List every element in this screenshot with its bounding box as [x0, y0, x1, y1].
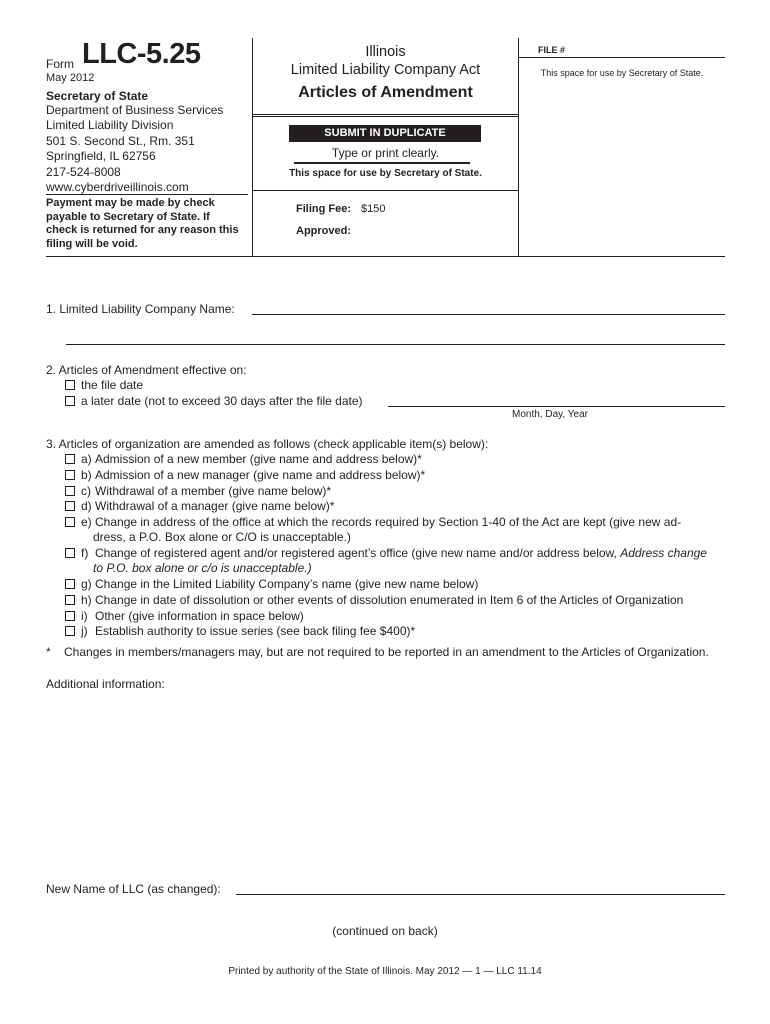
payment-line: filing will be void.: [46, 237, 138, 250]
checkbox[interactable]: [65, 501, 75, 511]
option-text: Withdrawal of a manager (give name below)*: [95, 499, 335, 513]
option-e-continued: dress, a P.O. Box alone or C/O is unacceptable.): [93, 530, 351, 544]
option-g[interactable]: [65, 577, 478, 592]
sos-space-center: This space for use by Secretary of State.: [289, 168, 482, 179]
checkbox[interactable]: [65, 611, 75, 621]
filing-fee-value: $150: [361, 203, 386, 215]
new-name-label: New Name of LLC (as changed):: [46, 882, 221, 896]
option-text: Change in address of the office at which the records required by Section 1-40 of the Act are kept (give new ad-: [95, 515, 682, 529]
act-name: Limited Liability Company Act: [290, 62, 481, 78]
office-line: 217-524-8008: [46, 164, 121, 179]
center-thick-rule: [294, 162, 470, 164]
state-name: Illinois: [365, 44, 406, 60]
option-i[interactable]: [65, 609, 304, 624]
office-line: Springfield, IL 62756: [46, 149, 156, 164]
option-j[interactable]: [65, 624, 415, 639]
later-date-field[interactable]: [388, 406, 725, 407]
checkbox[interactable]: [65, 626, 75, 636]
filing-fee-label: Filing Fee:: [296, 203, 351, 215]
effective-date-label: 2. Articles of Amendment effective on:: [46, 363, 247, 377]
checkbox[interactable]: [65, 396, 75, 406]
option-text: Change in the Limited Liability Company’s name (give new name below): [95, 577, 479, 591]
llc-name-field-line2[interactable]: [66, 344, 725, 345]
office-line: 501 S. Second St., Rm. 351: [46, 133, 195, 148]
option-text: Other (give information in space below): [95, 609, 304, 623]
payment-line: check is returned for any reason this: [46, 224, 239, 237]
option-letter: c): [81, 484, 91, 498]
form-label: Form: [46, 57, 74, 71]
approved-label: Approved:: [296, 225, 351, 237]
office-title: Secretary of State: [46, 89, 149, 103]
option-c[interactable]: [65, 484, 331, 499]
checkbox[interactable]: [65, 595, 75, 605]
option-label: a later date (not to exceed 30 days after the file date): [81, 394, 363, 408]
option-f[interactable]: [65, 546, 707, 561]
sos-space-right: This space for use by Secretary of State.: [540, 68, 704, 78]
option-text: Establish authority to issue series (see back filing fee $400)*: [95, 624, 416, 638]
option-a[interactable]: [65, 452, 422, 467]
document-title: Articles of Amendment: [298, 84, 473, 101]
option-label: the file date: [81, 378, 144, 392]
option-letter: h): [81, 593, 92, 607]
continued-note: (continued on back): [332, 924, 438, 938]
additional-info-area[interactable]: [46, 695, 725, 870]
footnote-mark: *: [46, 645, 51, 659]
option-text: Withdrawal of a member (give name below)*: [95, 484, 332, 498]
option-later-date[interactable]: [65, 394, 363, 409]
additional-info-label: Additional information:: [46, 677, 165, 691]
llc-name-field[interactable]: [252, 314, 725, 315]
option-text: Admission of a new manager (give name and address below)*: [95, 468, 426, 482]
option-letter: i): [81, 609, 88, 623]
type-note: Type or print clearly.: [331, 146, 440, 160]
option-e[interactable]: [65, 515, 681, 530]
checkbox[interactable]: [65, 517, 75, 527]
center-double-rule: [253, 114, 518, 117]
left-divider: [46, 194, 248, 195]
option-letter: f): [81, 546, 89, 560]
option-text: Change of registered agent and/or registered agent’s office (give new name and/or address below,: [95, 546, 621, 560]
llc-name-label: 1. Limited Liability Company Name:: [46, 302, 235, 316]
option-letter: g): [81, 577, 92, 591]
option-b[interactable]: [65, 468, 425, 483]
option-file-date[interactable]: [65, 378, 143, 393]
checkbox[interactable]: [65, 380, 75, 390]
office-line: Department of Business Services: [46, 103, 224, 117]
option-h[interactable]: [65, 593, 683, 608]
option-letter: d): [81, 499, 92, 513]
amendments-label: 3. Articles of organization are amended as follows (check applicable item(s) below):: [46, 437, 489, 451]
checkbox[interactable]: [65, 470, 75, 480]
page-footer: Printed by authority of the State of Illinois. May 2012 — 1 — LLC 11.14: [228, 966, 542, 977]
date-caption: Month, Day, Year: [512, 409, 588, 420]
option-text-italic: Address change: [620, 546, 707, 560]
form-date: May 2012: [46, 72, 95, 84]
option-letter: e): [81, 515, 92, 529]
option-letter: b): [81, 468, 92, 482]
submit-banner: SUBMIT IN DUPLICATE: [289, 125, 481, 142]
footnote-text: Changes in members/managers may, but are not required to be reported in an amendment to the Articles of Organization.: [64, 645, 709, 659]
payment-line: Payment may be made by check: [46, 197, 215, 209]
office-line: Limited Liability Division: [46, 118, 174, 133]
option-text: Change in date of dissolution or other events of dissolution enumerated in Item 6 of the Articles of Organization: [95, 593, 684, 607]
center-bottom-rule: [253, 190, 518, 191]
option-f-continued: to P.O. box alone or c/o is unacceptable.): [93, 561, 312, 575]
option-d[interactable]: [65, 499, 334, 514]
checkbox[interactable]: [65, 548, 75, 558]
payment-line: payable to Secretary of State. If: [46, 210, 210, 223]
checkbox[interactable]: [65, 454, 75, 464]
header-bottom-rule: [46, 256, 725, 257]
payment-note: [46, 197, 239, 251]
file-number-field[interactable]: [519, 57, 725, 58]
new-name-field[interactable]: [236, 894, 725, 895]
checkbox[interactable]: [65, 486, 75, 496]
checkbox[interactable]: [65, 579, 75, 589]
option-letter: j): [81, 624, 88, 638]
form-number: LLC-5.25: [82, 38, 201, 70]
option-text: Admission of a new member (give name and address below)*: [95, 452, 422, 466]
office-address: [46, 103, 223, 195]
option-letter: a): [81, 452, 92, 466]
file-number-label: FILE #: [538, 45, 566, 55]
office-line: www.cyberdriveillinois.com: [46, 180, 189, 195]
